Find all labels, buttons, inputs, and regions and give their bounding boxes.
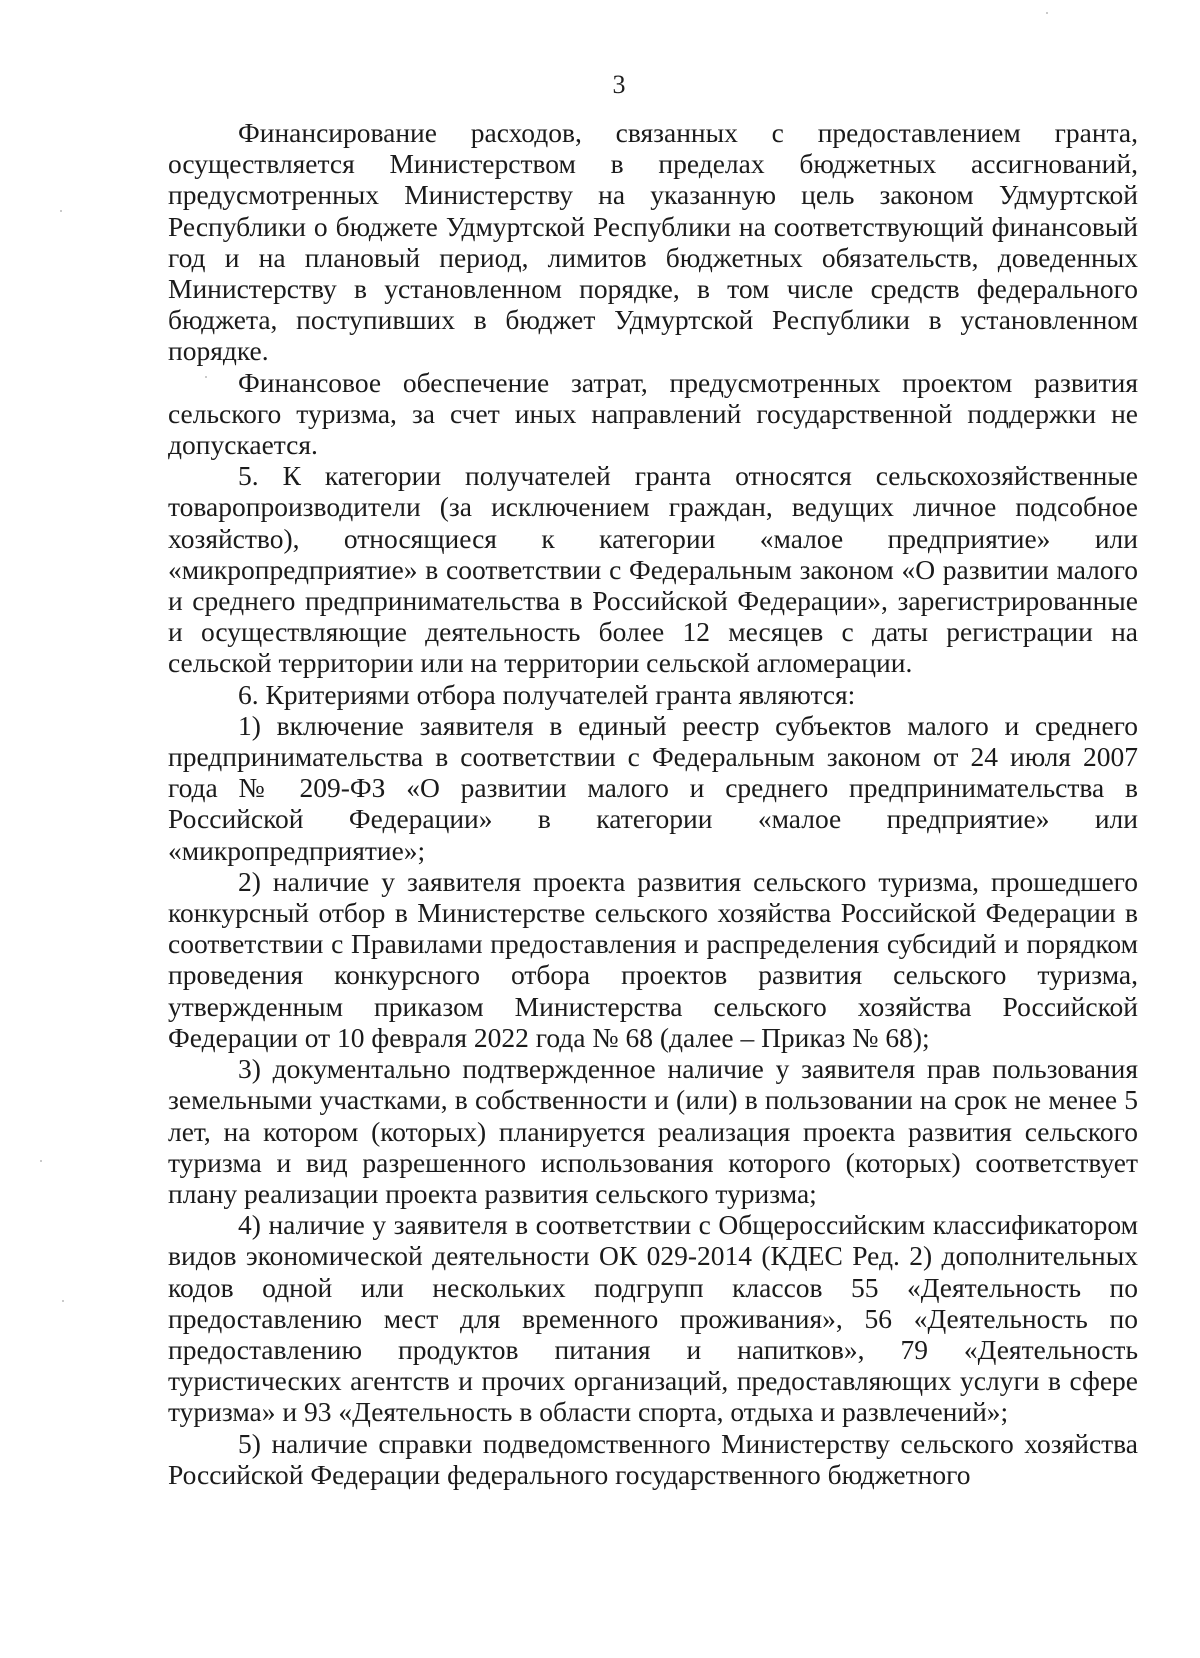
scan-speck: [1046, 12, 1048, 14]
criterion-2: 2) наличие у заявителя проекта развития сельского туризма, прошедшего конкурсный отбор в Министерстве сельского хозяйства Российской Федерации в соответствии с Правилами предоставления и распределения субсидий и порядком проведения конкурсного отбора проектов развития сельского туризма, утвержденным приказом Министерства сельского хозяйства Российской Федерации от 10 февраля 2022 года № 68 (далее – Приказ № 68);: [168, 865, 1138, 1053]
scan-speck: [205, 376, 207, 378]
criterion-4: 4) наличие у заявителя в соответствии с Общероссийским классификатором видов экономической деятельности ОК 029-2014 (КДЕС Ред. 2) дополнительных кодов одной или нескольких подгрупп классов 55 «Деятельность по предоставлению мест для временного проживания», 56 «Деятельность по предоставлению продуктов питания и напитков», 79 «Деятельность туристических агентств и прочих организаций, предоставляющих услуги в сфере туризма» и 93 «Деятельность в области спорта, отдыха и развлечений»;: [168, 1209, 1138, 1428]
page-number: 3: [612, 70, 626, 99]
paragraph-financial-support: Финансовое обеспечение затрат, предусмотренных проектом развития сельского туризма, за счет иных направлений государственной поддержки не допускается.: [168, 366, 1138, 461]
paragraph-item-6-criteria: 6. Критериями отбора получателей гранта являются:: [238, 678, 856, 710]
criterion-3: 3) документально подтвержденное наличие у заявителя прав пользования земельными участками, в собственности и (или) в пользовании на срок не менее 5 лет, на котором (которых) планируется реализация проекта развития сельского туризма и вид разрешенного использования которого (которых) соответствует плану реализации проекта развития сельского туризма;: [168, 1053, 1138, 1209]
criterion-5: 5) наличие справки подведомственного Министерству сельского хозяйства Российской Федерации федерального государственного бюджетного: [168, 1427, 1138, 1490]
document-body: [168, 117, 1138, 1490]
criterion-1: 1) включение заявителя в единый реестр субъектов малого и среднего предпринимательства в соответствии с Федеральным законом от 24 июля 2007 года № 209-ФЗ «О развитии малого и среднего предпринимательства в Российской Федерации» в категории «малое предприятие» или «микропредприятие»;: [168, 709, 1138, 866]
scan-speck: [62, 1300, 64, 1302]
paragraph-financing: Финансирование расходов, связанных с предоставлением гранта, осуществляется Министерством в пределах бюджетных ассигнований, предусмотренных Министерству на указанную цель законом Удмуртской Республики о бюджете Удмуртской Республики на соответствующий финансовый год и на плановый период, лимитов бюджетных обязательств, доведенных Министерству в установленном порядке, в том числе средств федерального бюджета, поступивших в бюджет Удмуртской Республики в установленном порядке.: [168, 117, 1138, 367]
paragraph-item-5-recipients: 5. К категории получателей гранта относятся сельскохозяйственные товаропроизводители (за исключением граждан, ведущих личное подсобное хозяйство), относящиеся к категории «малое предприятие» или «микропредприятие» в соответствии с Федеральным законом «О развитии малого и среднего предпринимательства в Российской Федерации», зарегистрированные и осуществляющие деятельность более 12 месяцев с даты регистрации на сельской территории или на территории сельской агломерации.: [168, 460, 1138, 679]
scan-speck: [60, 210, 62, 212]
scan-speck: [40, 1160, 42, 1162]
